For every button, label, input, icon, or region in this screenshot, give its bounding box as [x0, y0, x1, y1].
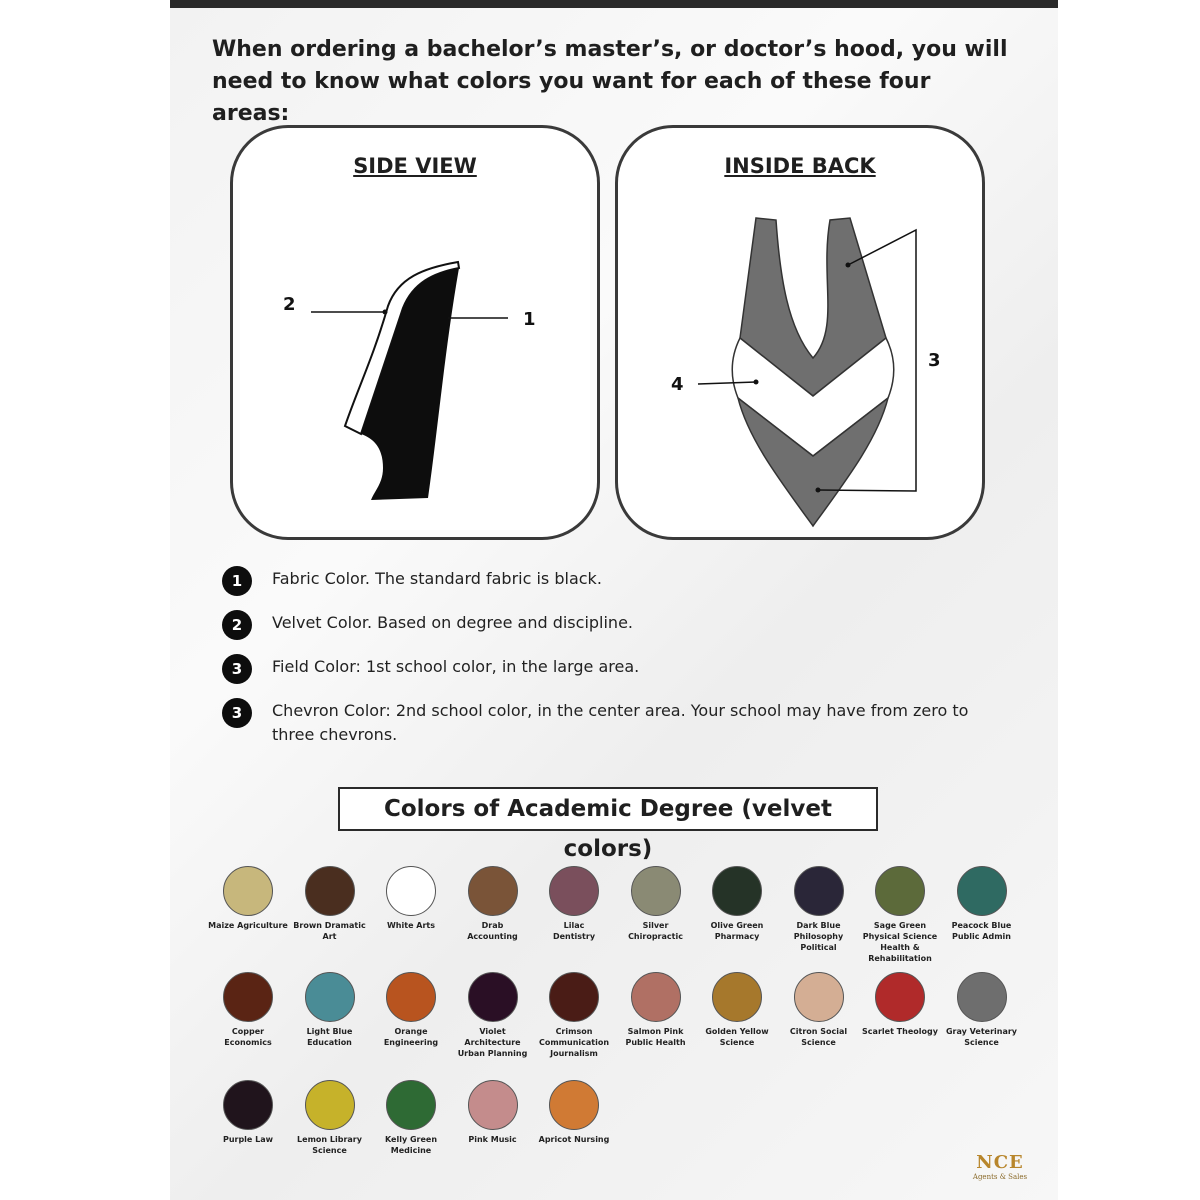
color-swatch	[207, 972, 289, 1048]
label-2: 2	[283, 294, 296, 315]
swatch-label: Violet Architecture Urban Planning	[457, 1027, 528, 1058]
swatch-label: Maize Agriculture	[208, 921, 288, 930]
swatch-label: Orange Engineering	[383, 1027, 439, 1047]
swatch-label: Purple Law	[222, 1135, 274, 1144]
color-swatch	[370, 866, 452, 931]
swatch-color-dot	[305, 866, 355, 916]
swatch-color-dot	[631, 972, 681, 1022]
swatch-color-dot	[386, 866, 436, 916]
color-swatch	[452, 1080, 534, 1145]
swatch-label: Gray Veterinary Science	[945, 1027, 1018, 1047]
swatch-color-dot	[794, 866, 844, 916]
top-bar	[170, 0, 1058, 8]
brand-tagline: Agents & Sales	[972, 1173, 1028, 1181]
swatch-color-dot	[631, 866, 681, 916]
swatch-label: Brown Dramatic Art	[293, 921, 366, 941]
color-swatch	[696, 866, 778, 942]
number-badge: 3	[222, 698, 252, 728]
swatch-color-dot	[794, 972, 844, 1022]
color-swatch	[941, 866, 1023, 942]
color-swatch	[941, 972, 1023, 1048]
swatch-label: Drab Accounting	[467, 921, 518, 941]
swatch-color-dot	[468, 972, 518, 1022]
color-swatch	[207, 866, 289, 931]
label-1: 1	[523, 309, 536, 330]
swatch-label: Dark Blue Philosophy Political	[793, 921, 844, 952]
swatch-color-dot	[468, 1080, 518, 1130]
swatch-color-dot	[305, 972, 355, 1022]
swatch-label: Lilac Dentistry	[552, 921, 596, 941]
swatch-color-dot	[305, 1080, 355, 1130]
inside-back-diagram	[618, 128, 982, 537]
swatch-color-dot	[957, 972, 1007, 1022]
swatch-label: Citron Social Science	[789, 1027, 848, 1047]
swatch-label: Apricot Nursing	[538, 1135, 610, 1144]
document-sheet	[170, 0, 1058, 1200]
intro-text: When ordering a bachelor’s master’s, or doctor’s hood, you will need to know what colors you want for each of these four areas:	[212, 37, 1008, 126]
swatch-color-dot	[712, 972, 762, 1022]
color-swatch	[778, 866, 860, 953]
swatch-label: Peacock Blue Public Admin	[951, 921, 1012, 941]
color-swatch	[778, 972, 860, 1048]
swatch-color-dot	[386, 972, 436, 1022]
leader-dot-2	[383, 310, 388, 315]
color-swatch	[615, 866, 697, 942]
leader-dot-3a	[846, 263, 851, 268]
legend-text: Chevron Color: 2nd school color, in the center area. Your school may have from zero to three chevrons.	[272, 701, 969, 744]
swatch-label: Copper Economics	[224, 1027, 272, 1047]
swatch-color-dot	[957, 866, 1007, 916]
color-swatch	[370, 972, 452, 1048]
color-swatch	[452, 972, 534, 1059]
swatch-color-dot	[549, 866, 599, 916]
swatch-label: Salmon Pink Public Health	[625, 1027, 686, 1047]
legend-text: Field Color: 1st school color, in the large area.	[272, 657, 640, 676]
swatch-label: Pink Music	[468, 1135, 517, 1144]
color-swatch	[533, 972, 615, 1059]
swatch-color-dot	[875, 866, 925, 916]
swatch-label: White Arts	[386, 921, 436, 930]
swatch-color-dot	[549, 972, 599, 1022]
swatch-label: Kelly Green Medicine	[384, 1135, 438, 1155]
color-swatch	[289, 866, 371, 942]
leader-dot-3b	[816, 488, 821, 493]
color-swatch	[207, 1080, 289, 1145]
swatch-label: Golden Yellow Science	[705, 1027, 769, 1047]
color-swatch	[859, 866, 941, 964]
color-swatch	[370, 1080, 452, 1156]
legend-item	[222, 566, 1002, 596]
swatch-color-dot	[549, 1080, 599, 1130]
inside-back-panel	[615, 125, 985, 540]
inside-back-title: INSIDE BACK	[724, 154, 876, 178]
legend-item	[222, 610, 1002, 640]
swatch-color-dot	[468, 866, 518, 916]
side-view-title: SIDE VIEW	[353, 154, 477, 178]
label-3: 3	[928, 350, 941, 371]
swatch-label: Sage Green Physical Science Health & Rehabilitation	[862, 921, 938, 963]
color-swatch	[533, 1080, 615, 1145]
legend-item	[222, 654, 1002, 684]
swatch-color-dot	[386, 1080, 436, 1130]
number-badge: 3	[222, 654, 252, 684]
color-swatch	[859, 972, 941, 1037]
color-swatch	[289, 972, 371, 1048]
legend-list	[222, 566, 1002, 761]
side-view-panel	[230, 125, 600, 540]
legend-text: Fabric Color. The standard fabric is black.	[272, 569, 602, 588]
brand-logo	[955, 1152, 1045, 1181]
color-swatch	[615, 972, 697, 1048]
brand-mark: NCE	[976, 1152, 1024, 1173]
swatch-color-dot	[223, 1080, 273, 1130]
swatch-label: Scarlet Theology	[862, 1027, 938, 1036]
color-swatch	[533, 866, 615, 942]
number-badge: 2	[222, 610, 252, 640]
label-4: 4	[671, 374, 684, 395]
color-swatch	[452, 866, 534, 942]
color-swatch	[696, 972, 778, 1048]
legend-item	[222, 698, 1002, 747]
color-swatch	[289, 1080, 371, 1156]
legend-text: Velvet Color. Based on degree and discipline.	[272, 613, 633, 632]
number-badge: 1	[222, 566, 252, 596]
swatch-color-dot	[223, 972, 273, 1022]
swatch-label: Light Blue Education	[306, 1027, 353, 1047]
leader-dot-4	[754, 380, 759, 385]
swatch-color-dot	[875, 972, 925, 1022]
swatch-label: Olive Green Pharmacy	[710, 921, 764, 941]
colors-section-title: Colors of Academic Degree (velvet colors)	[338, 787, 878, 831]
swatch-color-dot	[223, 866, 273, 916]
swatch-label: Lemon Library Science	[297, 1135, 362, 1155]
side-view-diagram	[233, 128, 597, 537]
swatch-label: Silver Chiropractic	[628, 921, 683, 941]
swatch-label: Crimson Communication Journalism	[538, 1027, 610, 1058]
swatch-color-dot	[712, 866, 762, 916]
